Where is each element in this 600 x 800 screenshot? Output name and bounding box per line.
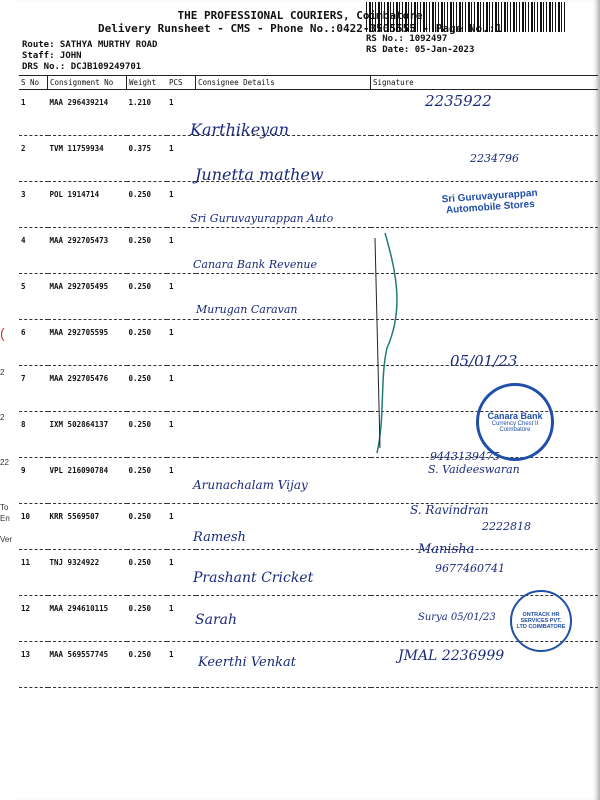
col-sno: S No — [19, 76, 48, 90]
row-sno: 9 — [19, 458, 48, 504]
row-weight: 0.250 — [127, 182, 168, 228]
rs-date: RS Date: 05-Jan-2023 — [366, 45, 475, 55]
handwritten-name: Sarah — [195, 612, 237, 628]
handwritten-name: Canara Bank Revenue — [193, 258, 318, 271]
handwritten-name: Keerthi Venkat — [198, 655, 296, 670]
handwritten-signature: 2234796 — [470, 152, 519, 165]
handwritten-signature: Manisha — [418, 542, 475, 557]
row-consignment: VPL 216090784 — [48, 458, 127, 504]
row-sno: 1 — [19, 90, 48, 136]
row-consignment: MAA 292705595 — [48, 320, 127, 366]
margin-text: To — [0, 503, 9, 512]
col-weight: Weight — [127, 76, 168, 90]
row-consignment: MAA 292705473 — [48, 228, 127, 274]
row-pcs: 1 — [167, 136, 196, 182]
row-weight: 0.250 — [127, 228, 168, 274]
handwritten-signature: Surya 05/01/23 — [418, 612, 496, 623]
row-sno: 10 — [19, 504, 48, 550]
row-weight: 0.250 — [127, 642, 168, 688]
handwritten-date: 05/01/23 — [450, 352, 518, 370]
row-pcs: 1 — [167, 642, 196, 688]
col-consignee: Consignee Details — [196, 76, 371, 90]
row-consignment: TNJ 9324922 — [48, 550, 127, 596]
row-sno: 5 — [19, 274, 48, 320]
col-signature: Signature — [371, 76, 599, 90]
handwritten-signature: S. Vaideeswaran — [428, 463, 520, 476]
row-consignment: KRR 5569507 — [48, 504, 127, 550]
margin-text: En — [0, 514, 10, 523]
row-sno: 8 — [19, 412, 48, 458]
drs-number: DRS No.: DCJB109249701 — [22, 62, 142, 72]
row-pcs: 1 — [167, 412, 196, 458]
handwritten-name: Junetta mathew — [195, 165, 324, 184]
row-consignment: MAA 294610115 — [48, 596, 127, 642]
ontrack-hr-stamp: ONTRACK HR SERVICES PVT. LTD COIMBATORE — [510, 590, 572, 652]
margin-mark: ( — [0, 325, 5, 341]
row-sno: 2 — [19, 136, 48, 182]
handwritten-name: Ramesh — [193, 530, 246, 545]
canara-bank-stamp: Canara Bank Currency Chest II Coimbatore — [476, 383, 554, 461]
row-consignment: POL 1914714 — [48, 182, 127, 228]
table-header — [19, 76, 598, 90]
row-consignment: MAA 292705476 — [48, 366, 127, 412]
runsheet-title: Delivery Runsheet - CMS - Phone No.:0422-3505555 - Page No.:1 — [98, 22, 502, 35]
hand-drawn-bracket — [355, 228, 415, 458]
row-pcs: 1 — [167, 228, 196, 274]
row-sno: 6 — [19, 320, 48, 366]
row-sno: 3 — [19, 182, 48, 228]
row-sno: 13 — [19, 642, 48, 688]
row-sno: 12 — [19, 596, 48, 642]
row-pcs: 1 — [167, 366, 196, 412]
margin-text: Ver — [0, 535, 13, 544]
row-pcs: 1 — [167, 320, 196, 366]
row-pcs: 1 — [167, 90, 196, 136]
row-weight: 0.250 — [127, 412, 168, 458]
row-sno: 11 — [19, 550, 48, 596]
row-sno: 4 — [19, 228, 48, 274]
col-pcs: PCS — [167, 76, 196, 90]
route: Route: SATHYA MURTHY ROAD — [22, 40, 158, 50]
table-row — [19, 274, 598, 320]
handwritten-signature: 2235922 — [425, 92, 492, 110]
row-consignment: MAA 296439214 — [48, 90, 127, 136]
row-sno: 7 — [19, 366, 48, 412]
company-title: THE PROFESSIONAL COURIERS, Coimbatore — [177, 9, 423, 22]
handwritten-number: 2222818 — [482, 520, 531, 533]
margin-number: 2 — [0, 413, 5, 422]
margin-number: 2 — [0, 368, 5, 377]
row-pcs: 1 — [167, 274, 196, 320]
handwritten-signature: S. Ravindran — [410, 503, 489, 517]
table-row — [19, 642, 598, 688]
row-weight: 0.375 — [127, 136, 168, 182]
row-weight: 0.250 — [127, 550, 168, 596]
row-consignment: TVM 11759934 — [48, 136, 127, 182]
handwritten-name: Karthikeyan — [190, 120, 290, 139]
table-row — [19, 90, 598, 136]
row-pcs: 1 — [167, 596, 196, 642]
row-weight: 0.250 — [127, 458, 168, 504]
row-consignee — [196, 412, 371, 458]
row-weight: 0.250 — [127, 320, 168, 366]
handwritten-phone: 9443139475 — [430, 450, 500, 463]
handwritten-phone: 9677460741 — [435, 562, 505, 575]
row-pcs: 1 — [167, 182, 196, 228]
row-consignee — [196, 320, 371, 366]
handwritten-name: Murugan Caravan — [196, 303, 298, 316]
row-consignment: MAA 569557745 — [48, 642, 127, 688]
handwritten-name: Prashant Cricket — [193, 570, 314, 586]
row-weight: 0.250 — [127, 596, 168, 642]
row-weight: 0.250 — [127, 504, 168, 550]
row-consignee — [196, 366, 371, 412]
handwritten-name: Sri Guruvayurappan Auto — [190, 212, 334, 225]
automobile-stores-stamp: Sri Guruvayurappan Automobile Stores — [441, 187, 538, 217]
row-consignment: MAA 292705495 — [48, 274, 127, 320]
row-weight: 1.210 — [127, 90, 168, 136]
row-consignment: IXM 502864137 — [48, 412, 127, 458]
handwritten-signature: JMAL 2236999 — [398, 648, 505, 664]
row-pcs: 1 — [167, 504, 196, 550]
margin-number: 22 — [0, 458, 9, 467]
row-pcs: 1 — [167, 550, 196, 596]
staff: Staff: JOHN — [22, 51, 82, 61]
handwritten-name: Arunachalam Vijay — [193, 478, 308, 492]
row-pcs: 1 — [167, 458, 196, 504]
rs-number: RS No.: 1092497 — [366, 34, 448, 44]
col-consignment: Consignment No — [48, 76, 127, 90]
row-weight: 0.250 — [127, 366, 168, 412]
row-weight: 0.250 — [127, 274, 168, 320]
